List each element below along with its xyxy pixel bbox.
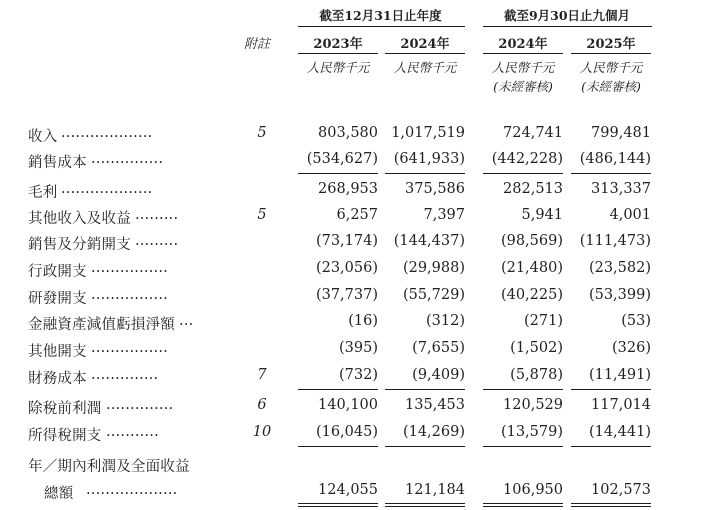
year-underline-1 <box>298 53 378 54</box>
year-underline-2 <box>385 53 465 54</box>
row-value: (312) <box>426 313 465 329</box>
row-value: (11,491) <box>588 367 651 383</box>
row-value: (16,045) <box>315 424 378 440</box>
row-value: 724,741 <box>503 125 563 141</box>
row-value: 7,397 <box>423 207 465 223</box>
total-double-underline-top <box>298 503 378 504</box>
total-label-line2: 總額 <box>44 486 74 502</box>
row-value: (395) <box>339 340 378 356</box>
subtotal-underline <box>483 173 563 174</box>
subtotal-underline <box>483 389 563 390</box>
subtotal-underline <box>571 389 651 390</box>
total-dot-leader: ................... <box>86 482 178 498</box>
row-dot-leader: ................ <box>91 340 168 356</box>
row-label: 財務成本 <box>28 371 87 387</box>
subtotal-underline <box>571 173 651 174</box>
column-year-2025-interim: 2025年 <box>586 37 636 52</box>
row-value: (144,437) <box>393 233 465 249</box>
group-header-year-ended: 截至12月31日止年度 <box>319 8 442 23</box>
row-value: 1,017,519 <box>391 125 465 141</box>
row-dot-leader: ......... <box>135 207 179 223</box>
total-double-underline-bottom <box>385 506 465 507</box>
row-value: (16) <box>348 313 378 329</box>
row-label: 所得稅開支 <box>28 428 102 444</box>
row-value: 120,529 <box>503 397 563 413</box>
total-value: 106,950 <box>503 482 563 498</box>
column-unaudited-3: (未經審核) <box>493 79 553 94</box>
row-value: 5,941 <box>521 207 563 223</box>
total-double-underline-bottom <box>571 506 651 507</box>
row-value: (13,579) <box>500 424 563 440</box>
subtotal-underline <box>483 446 563 447</box>
row-value: (21,480) <box>500 260 563 276</box>
total-value: 124,055 <box>318 482 378 498</box>
row-value: (1,502) <box>510 340 563 356</box>
group-header-underline-1 <box>298 26 465 27</box>
row-value: (40,225) <box>500 287 563 303</box>
column-unit-1: 人民幣千元 <box>306 60 370 75</box>
subtotal-underline <box>298 446 378 447</box>
total-value: 102,573 <box>591 482 651 498</box>
subtotal-underline <box>385 389 465 390</box>
row-value: 268,953 <box>318 181 378 197</box>
row-label: 研發開支 <box>28 291 87 307</box>
row-value: (23,582) <box>588 260 651 276</box>
row-label: 其他開支 <box>28 344 87 360</box>
column-unaudited-4: (未經審核) <box>581 79 641 94</box>
row-value: 117,014 <box>591 397 651 413</box>
row-value: (486,144) <box>579 151 651 167</box>
subtotal-underline <box>571 446 651 447</box>
column-unit-4: 人民幣千元 <box>579 60 643 75</box>
total-double-underline-top <box>483 503 563 504</box>
group-header-underline-2 <box>483 26 652 27</box>
row-value: (271) <box>524 313 563 329</box>
row-note: 6 <box>257 397 267 413</box>
column-unit-2: 人民幣千元 <box>393 60 457 75</box>
row-note: 7 <box>257 367 267 383</box>
row-label: 行政開支 <box>28 264 87 280</box>
subtotal-underline <box>385 173 465 174</box>
group-header-nine-months: 截至9月30日止九個月 <box>503 8 631 23</box>
row-value: (73,174) <box>315 233 378 249</box>
column-year-2024: 2024年 <box>400 37 450 52</box>
row-dot-leader: ................ <box>91 260 168 276</box>
row-value: (442,228) <box>491 151 563 167</box>
row-value: (732) <box>339 367 378 383</box>
row-value: (29,988) <box>402 260 465 276</box>
row-dot-leader: ................... <box>61 125 153 141</box>
row-dot-leader: ............... <box>91 151 164 167</box>
row-value: (14,269) <box>402 424 465 440</box>
row-value: (534,627) <box>306 151 378 167</box>
row-dot-leader: ................ <box>91 287 168 303</box>
year-underline-3 <box>483 53 563 54</box>
column-year-2023: 2023年 <box>313 37 363 52</box>
row-dot-leader: ........... <box>106 424 159 440</box>
column-year-2024-interim: 2024年 <box>498 37 548 52</box>
row-value: (641,933) <box>393 151 465 167</box>
row-label: 金融資產減值虧損淨額 <box>28 317 175 333</box>
total-double-underline-top <box>571 503 651 504</box>
total-double-underline-bottom <box>298 506 378 507</box>
row-label: 銷售及分銷開支 <box>28 237 131 253</box>
row-note: 5 <box>257 207 267 223</box>
row-label: 收入 <box>28 129 58 145</box>
row-note: 10 <box>252 424 272 440</box>
row-label: 銷售成本 <box>28 155 87 171</box>
row-value: (14,441) <box>588 424 651 440</box>
subtotal-underline <box>298 389 378 390</box>
row-value: 799,481 <box>591 125 651 141</box>
row-value: (23,056) <box>315 260 378 276</box>
row-label: 除稅前利潤 <box>28 401 102 417</box>
row-dot-leader: ... <box>179 313 194 329</box>
row-value: (326) <box>612 340 651 356</box>
row-value: 4,001 <box>609 207 651 223</box>
row-value: (53,399) <box>588 287 651 303</box>
row-value: 313,337 <box>591 181 651 197</box>
row-value: (5,878) <box>510 367 563 383</box>
row-dot-leader: ................... <box>61 181 153 197</box>
row-value: (53) <box>621 313 651 329</box>
row-value: (55,729) <box>402 287 465 303</box>
year-underline-4 <box>571 53 651 54</box>
row-value: 282,513 <box>503 181 563 197</box>
row-value: (98,569) <box>500 233 563 249</box>
row-value: 6,257 <box>336 207 378 223</box>
row-value: (111,473) <box>579 233 651 249</box>
total-double-underline-bottom <box>483 506 563 507</box>
note-column-header: 附註 <box>244 37 271 52</box>
row-dot-leader: .............. <box>91 367 159 383</box>
column-unit-3: 人民幣千元 <box>491 60 555 75</box>
subtotal-underline <box>298 173 378 174</box>
row-label: 毛利 <box>28 185 58 201</box>
row-note: 5 <box>257 125 267 141</box>
row-dot-leader: ......... <box>135 233 179 249</box>
row-value: 135,453 <box>405 397 465 413</box>
row-dot-leader: .............. <box>106 397 174 413</box>
total-label-line1: 年／期內利潤及全面收益 <box>28 459 190 475</box>
row-value: 375,586 <box>405 181 465 197</box>
total-value: 121,184 <box>405 482 465 498</box>
subtotal-underline <box>385 446 465 447</box>
row-value: (7,655) <box>412 340 465 356</box>
row-value: (9,409) <box>412 367 465 383</box>
row-value: (37,737) <box>315 287 378 303</box>
total-double-underline-top <box>385 503 465 504</box>
row-value: 140,100 <box>318 397 378 413</box>
row-label: 其他收入及收益 <box>28 211 131 227</box>
row-value: 803,580 <box>318 125 378 141</box>
